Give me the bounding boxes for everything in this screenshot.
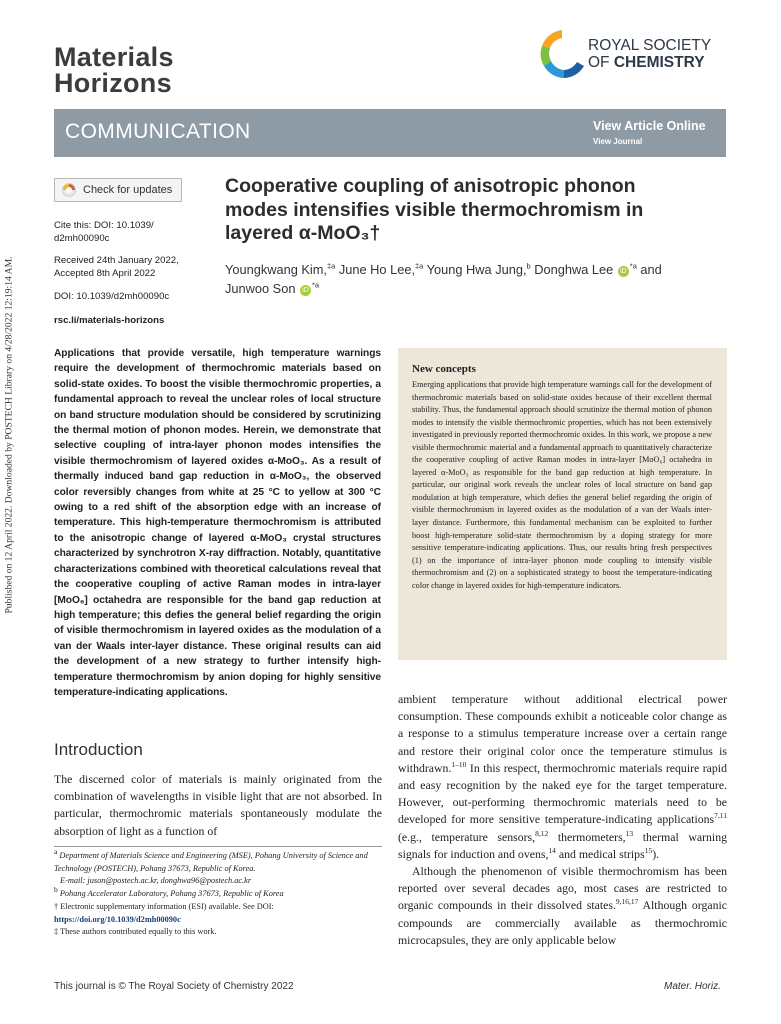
orcid-icon[interactable]: iD xyxy=(618,266,629,277)
footnote-esi: † Electronic supplementary information (ESI) available. See DOI: https://doi.org/10.1039/d2mh00090c xyxy=(54,901,274,924)
article-dates xyxy=(54,254,204,280)
body-text-col1: The discerned color of materials is mainly originated from the combination of wavelengths in visible light that are not absorbed. In particular, thermochromic materials spontaneously modulate the absorption of light as a function of xyxy=(54,772,382,838)
citation[interactable]: 7,11 xyxy=(714,811,727,821)
abstract: Applications that provide versatile, high temperature warnings require the development of thermochromic materials based on solid-state oxides. To boost the visible thermochromic properties, a fundamental approach to reveal the unclear roles of local structure on band structure modulation should be considered by scrutinizing the thermal motion of phonon modes. Herein, we demonstrate that selective coupling of intra-layer phonon modes intensifies the visible thermochromism of layered oxides α-MoO₃. As a result of thermally induced band gap reduction in α-MoO₃, the observed color reversibly changes from white at 25 °C to yellow at 300 °C owing to a red shift of the absorption edge with an increase of temperature. This high-temperature thermochromism is attributed to the anisotropic change of layered α-MoO₃ crystal structures characterized by synchrotron X-ray diffraction. Notably, quantitative characterizations combined with theoretical calculations reveal that the cooperative coupling of active Raman modes in intra-layer [MoO₆] octahedra are responsible for the band gap reduction at high temperature; this defies the general belief regarding the origin of visible thermochromism in layered oxides as the modulation of a van der Waals inter-layer distance. These original results can aid the development of a new strategy to further intensify high-temperature thermochromism by anion doping for highly sensitive temperature-indicating applications. xyxy=(54,348,381,698)
footnote-affiliation-b: $^b$ Pohang Accelerator Laboratory, Pohang 37673, Republic of Korea xyxy=(54,885,284,899)
author-affiliation: ‡a xyxy=(326,261,336,271)
author-affiliation: *a xyxy=(629,261,637,271)
citation[interactable]: 14 xyxy=(548,845,556,855)
view-journal-link[interactable]: View Journal xyxy=(593,137,643,146)
publisher-line2-prefix: OF xyxy=(588,54,610,71)
journal-weblink[interactable]: rsc.li/materials-horizons xyxy=(54,315,165,326)
accepted-date: Accepted 8th April 2022 xyxy=(54,268,156,279)
footnote-affiliation-a: $^a$ Department of Materials Science and Engineering (MSE), Pohang University of Science and Technology (POSTECH), Pohang 37673, Republic of Korea. xyxy=(54,847,368,873)
footnotes xyxy=(54,847,384,939)
publisher-line2-bold: CHEMISTRY xyxy=(613,54,705,71)
body-text-col2 xyxy=(398,691,727,949)
journal-title-line1: Materials xyxy=(54,42,174,72)
paragraph: ambient temperature without additional electrical power consumption. These compounds exhibit a noticeable color change as a response to a stimulus temperature increase over a certain range and restore their original color once the temperature stimulus is withdrawn.$^{1-10}$ In this respect, thermochromic materials require rapid and easy recognition by the naked eye for the target temperature. However, out-performing thermochromic materials need to be developed for more sensitive temperature-indicating applications$^{7,11}$ (e.g., temperature sensors,$^{8,12}$ thermometers,$^{13}$ thermal warning signals for induction and ovens,$^{14}$ and medical strips$^{15}$). xyxy=(398,692,728,861)
author-conjunction: and xyxy=(636,262,662,277)
author-name[interactable]: June Ho Lee, xyxy=(335,262,415,277)
crossmark-icon xyxy=(62,183,76,197)
article-title: Cooperative coupling of anisotropic phonon modes intensifies visible thermochromism in layered α-MoO₃† xyxy=(225,175,644,244)
cite-this: Cite this: DOI: 10.1039/ d2mh00090c xyxy=(54,220,154,244)
citation[interactable]: 13 xyxy=(625,828,634,838)
footer-copyright: This journal is © The Royal Society of Chemistry 2022 xyxy=(54,981,294,992)
author-list xyxy=(225,260,705,298)
orcid-icon[interactable]: iD xyxy=(300,285,311,296)
citation[interactable]: 15 xyxy=(644,845,653,855)
paragraph: Although the phenomenon of visible thermochromism has been reported over several decades ago, most cases are restricted to organic compounds in their dissolved states.$^{9,16,17}$ Although organic compounds are commercially available as thermochromic microcapsules, they are only applicable below xyxy=(398,864,727,947)
check-for-updates-button[interactable] xyxy=(54,178,182,202)
footnote-equal-contribution: ‡ These authors contributed equally to this work. xyxy=(54,927,217,937)
received-date: Received 24th January 2022, xyxy=(54,255,179,266)
journal-title-line2: Horizons xyxy=(54,68,172,98)
journal-title[interactable] xyxy=(54,44,174,96)
citation[interactable]: 8,12 xyxy=(535,828,549,838)
publisher-name xyxy=(588,37,711,71)
check-for-updates-label: Check for updates xyxy=(83,184,173,196)
download-note: Published on 12 April 2022. Downloaded by POSTECH Library on 4/28/2022 12:19:14 AM. xyxy=(3,256,15,614)
author-affiliation: *a xyxy=(312,280,320,290)
citation[interactable]: 9,16,17 xyxy=(615,897,639,907)
footnote-divider xyxy=(54,846,382,847)
publisher-line1: ROYAL SOCIETY xyxy=(588,37,712,54)
section-heading-introduction: Introduction xyxy=(54,740,143,759)
footer-journal-abbrev: Mater. Horiz. xyxy=(664,981,721,992)
footnote-email[interactable]: E-mail: juson@postech.ac.kr, donghwa96@postech.ac.kr xyxy=(60,876,252,886)
author-name[interactable]: Junwoo Son xyxy=(225,281,296,296)
author-name[interactable]: Donghwa Lee xyxy=(530,262,614,277)
article-type-label: COMMUNICATION xyxy=(65,120,251,143)
new-concepts-title: New concepts xyxy=(412,363,476,375)
esi-link[interactable]: https://doi.org/10.1039/d2mh00090c xyxy=(54,914,181,924)
doi[interactable]: DOI: 10.1039/d2mh00090c xyxy=(54,291,170,302)
author-name[interactable]: Youngkwang Kim, xyxy=(225,262,327,277)
author-name[interactable]: Young Hwa Jung, xyxy=(423,262,527,277)
author-affiliation: ‡a xyxy=(415,261,424,271)
new-concepts-body: Emerging applications that provide high temperature warnings call for the development of thermochromic materials based on solid-state oxides because of their excellent thermal stability. Thus, the fundamental approach should scrutinize the thermal motion of phonon modes to intensify the visible thermochromic properties, which has not been extensively investigated in previously reported thermochromic oxides. In this work, we propose a new visible thermochromic material and a fundamental approach to quantitatively characterize the cooperative coupling of active Raman modes in intra-layer [MoO₆] octahedra in layered α-MoO₃ as responsible for the band gap reduction at high temperature. In particular, our original work reveals the unclear roles of local structure on band gap modulation at high temperature, which defies the general belief regarding the origin of visible thermochromism in layered oxides as the modulation of a van der Waals inter-layer distance. Furthermore, this fundamental mechanism can be exploited to further boost high-temperature solid-state thermochromism by a doping strategy for more sensitive temperature-indicating applications. Thus, our results bring fresh perspectives (1) on the importance of intra-layer phonon mode coupling to intensify visible thermochromism and (2) on a sophisticated strategy to boost the temperature-indicating color change in layered oxides for high-temperature indicators. xyxy=(412,380,712,590)
author-affiliation: b xyxy=(526,261,531,271)
citation[interactable]: 1–10 xyxy=(451,759,467,769)
view-article-online-link[interactable]: View Article Online xyxy=(593,119,706,133)
